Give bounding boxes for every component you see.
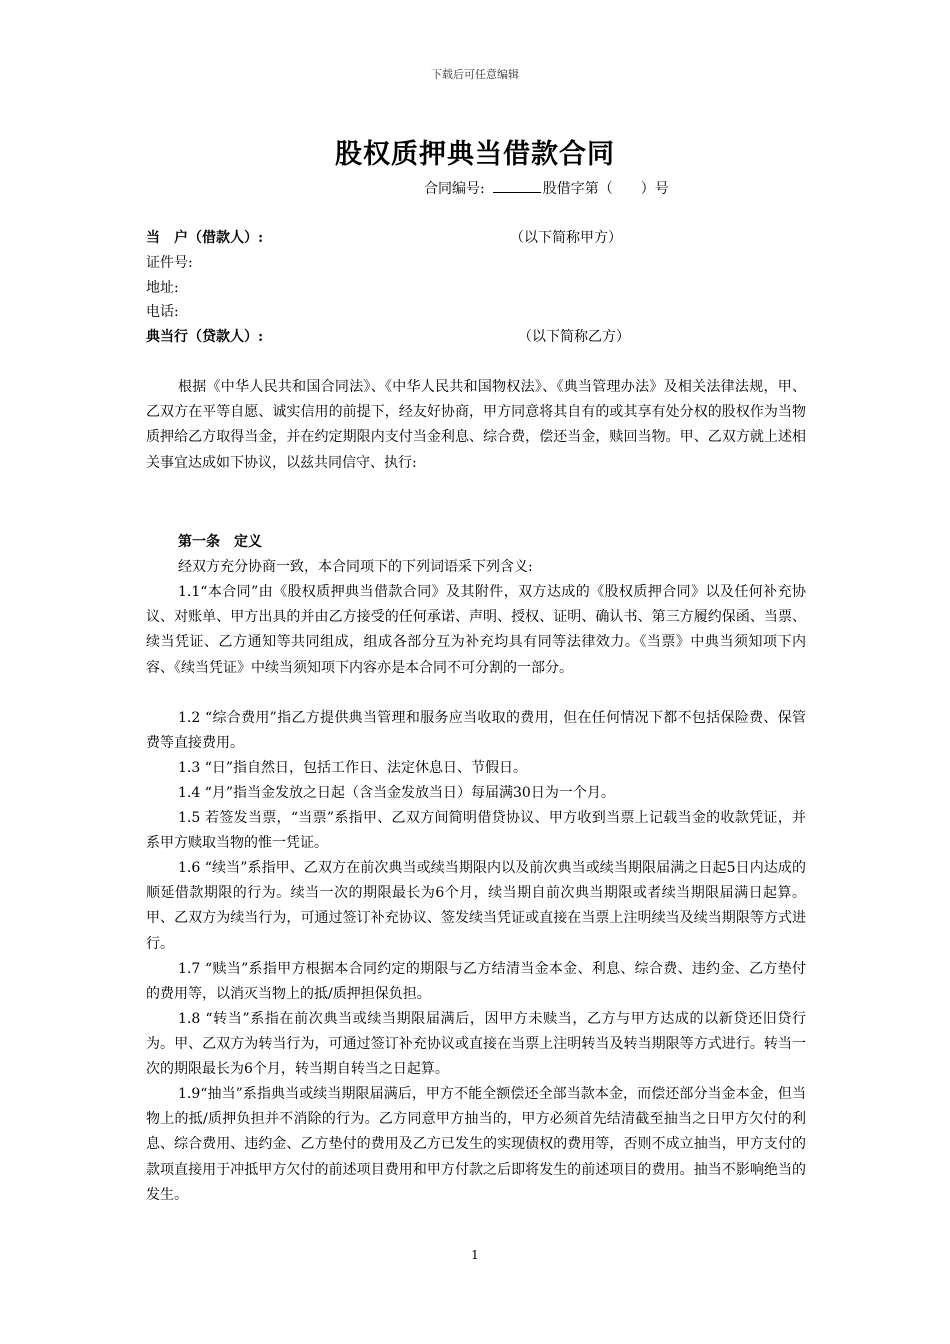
pawnshop-note: （以下简称乙方） [518,329,630,345]
clause-1-6: 1.6 “续当”系指甲、乙双方在前次典当或续当期限内以及前次典当或续当期限届满之日起5日内达成的顺延借款期限的行为。续当一次的期限最长为6个月，续当期自前次典当期限或者续当期限届满日起算。甲、乙双方为续当行为，可通过签订补充协议、签发续当凭证或直接在当票上注明续当及续当期限等方式进行。 [146,860,806,952]
article-1-intro: 经双方充分协商一致，本合同项下的下列词语采下列含义: [178,559,533,575]
clause-1-1: 1.1“本合同”由《股权质押典当借款合同》及其附件，双方达成的《股权质押合同》以及任何补充协议、对账单、甲方出具的并由乙方接受的任何承诺、声明、授权、证明、确认书、第三方履约保函、当票、续当凭证、乙方通知等共同组成，组成各部分互为补充均具有同等法律效力。《当票》中典当须知项下内容、《续当凭证》中续当须知项下内容亦是本合同不可分割的一部分。 [146,584,806,676]
contract-number-suffix: 股借字第（ ）号 [542,181,669,197]
page-number: 1 [471,1248,479,1262]
clause-1-3: 1.3 “日”指自然日，包括工作日、法定休息日、节假日。 [178,760,528,776]
document-title: 股权质押典当借款合同 [335,139,615,170]
phone-label: 电话: [146,304,179,320]
contract-number-blank [493,178,541,193]
contract-number-label: 合同编号: [424,181,485,197]
address-label: 地址: [146,280,179,296]
pawner-note: （以下简称甲方） [510,230,622,246]
pawner-label: 当 户（借款人）: [146,230,264,246]
preamble-paragraph: 根据《中华人民共和国合同法》、《中华人民共和国物权法》、《典当管理办法》及相关法律法规，甲、乙双方在平等自愿、诚实信用的前提下，经友好协商，甲方同意将其自有的或其享有处分权的股权作为当物质押给乙方取得当金，并在约定期限内支付当金利息、综合费，偿还当金，赎回当物。甲、乙双方就上述相关事宜达成如下协议，以兹共同信守、执行: [146,379,806,471]
pawnshop-label: 典当行（贷款人）: [146,329,264,345]
clause-1-2: 1.2 “综合费用”指乙方提供典当管理和服务应当收取的费用，但在任何情况下都不包括保险费、保管费等直接费用。 [146,710,806,752]
clause-1-5: 1.5 若签发当票，“当票”系指甲、乙双方间简明借贷协议、甲方收到当票上记载当金的收款凭证，并系甲方赎取当物的惟一凭证。 [146,810,806,852]
contract-number [424,178,669,198]
header-note: 下载后可任意编辑 [431,68,519,81]
article-1-heading: 第一条 定义 [178,534,262,550]
clause-1-9: 1.9“抽当”系指典当或续当期限届满后，甲方不能全额偿还全部当款本金，而偿还部分当金本金，但当物上的抵/质押负担并不消除的行为。乙方同意甲方抽当的，甲方必须首先结清截至抽当之日甲方欠付的利息、综合费用、违约金、乙方垫付的费用及乙方已发生的实现债权的费用等，否则不成立抽当，甲方支付的款项直接用于冲抵甲方欠付的前述项目费用和甲方付款之后即将发生的前述项目的费用。抽当不影响绝当的发生。 [146,1086,806,1203]
clause-1-4: 1.4 “月”指当金发放之日起（含当金发放当日）每届满30日为一个月。 [178,785,615,801]
clause-1-7: 1.7 “赎当”系指甲方根据本合同约定的期限与乙方结清当金本金、利息、综合费、违约金、乙方垫付的费用等，以消灭当物上的抵/质押担保负担。 [146,961,806,1003]
clause-1-8: 1.8 “转当”系指在前次典当或续当期限届满后，因甲方未赎当，乙方与甲方达成的以新贷还旧贷行为。甲、乙双方为转当行为，可通过签订补充协议或直接在当票上注明转当及转当期限等方式进行。转当一次的期限最长为6个月，转当期自转当之日起算。 [146,1011,806,1078]
id-number-label: 证件号: [146,255,193,271]
